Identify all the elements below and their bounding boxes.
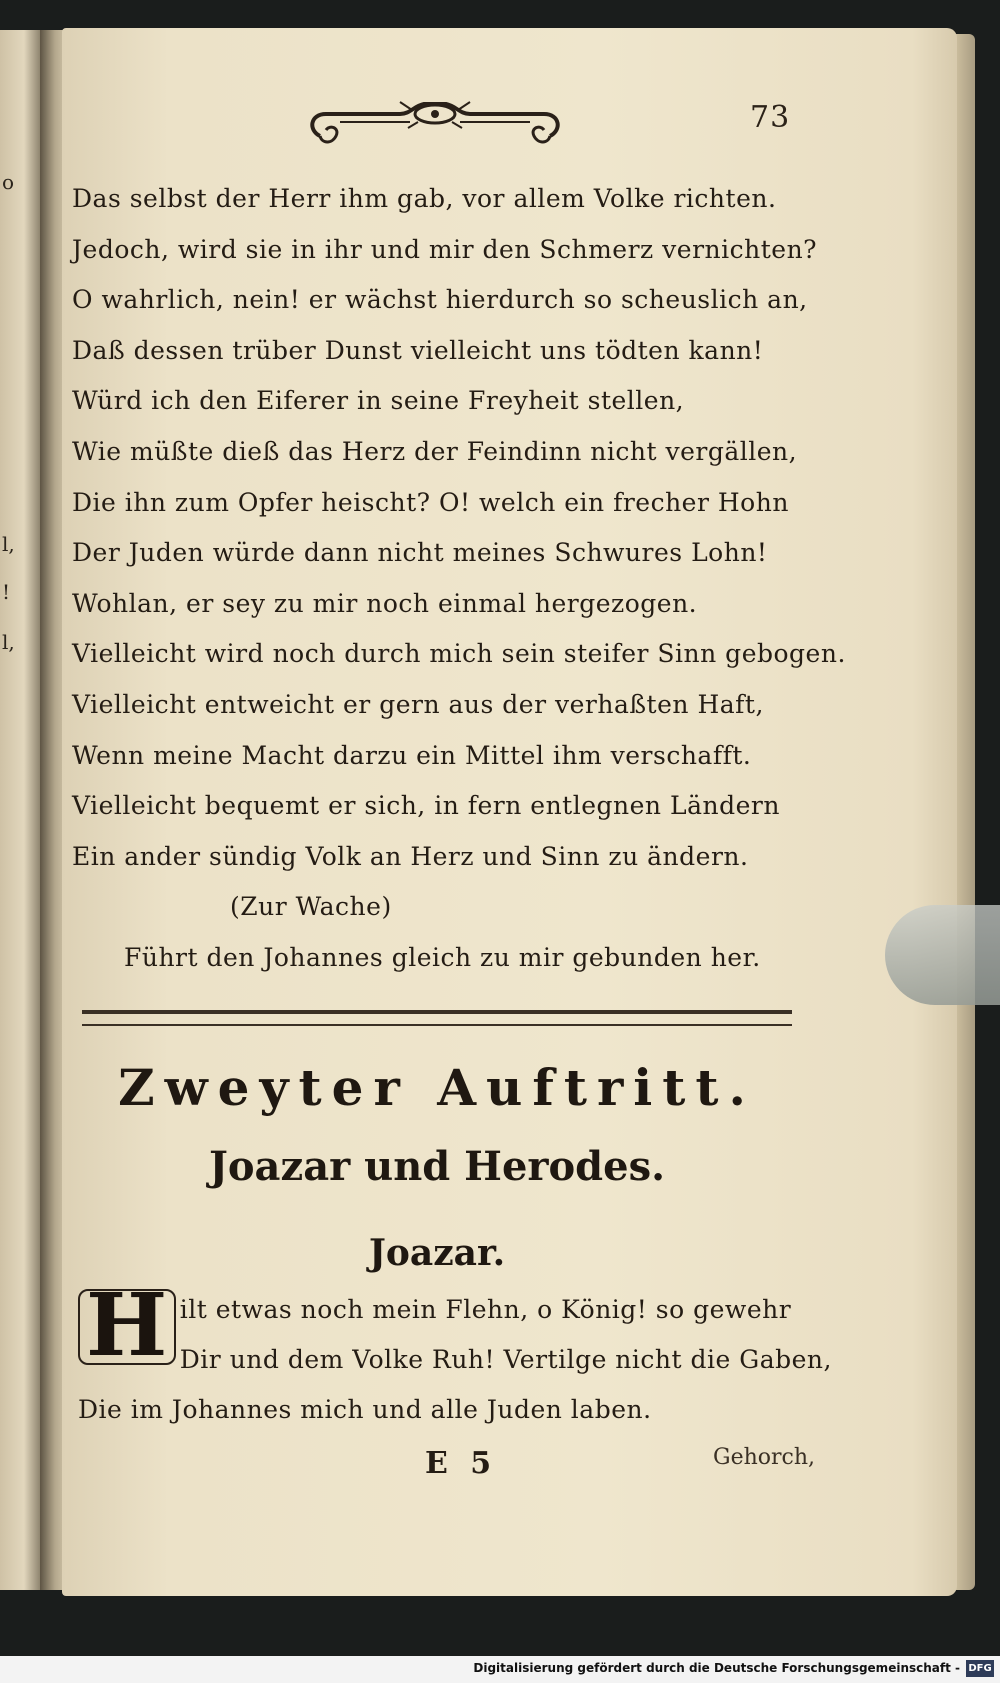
catchword: Gehorch, [713, 1445, 816, 1470]
speech-line: Dir und dem Volke Ruh! Vertilge nicht die Gaben, [179, 1345, 832, 1374]
verse-line: Der Juden würde dann nicht meines Schwures Lohn! [72, 538, 768, 568]
stage-direction: (Zur Wache) [230, 892, 392, 922]
verse-line: Ein ander sündig Volk an Herz und Sinn zu ändern. [72, 841, 749, 871]
footer-bar [0, 1656, 1000, 1683]
verse-line: Wie müßte dieß das Herz der Feindinn nicht vergällen, [72, 436, 798, 466]
facing-page-edge [0, 30, 40, 1590]
headpiece-ornament [300, 92, 570, 156]
drop-capital: H [78, 1289, 176, 1365]
scene-title: Zweyter Auftritt. [118, 1058, 756, 1117]
verse-line: Vielleicht wird noch durch mich sein steifer Sinn gebogen. [72, 639, 846, 669]
page-number: 73 [750, 100, 791, 135]
page-turn-tab[interactable] [885, 905, 1000, 1005]
funding-credit: Digitalisierung gefördert durch die Deutsche Forschungsgemeinschaft - [473, 1661, 960, 1675]
verse-line: O wahrlich, nein! er wächst hierdurch so scheuslich an, [72, 285, 808, 315]
verse-line: Jedoch, wird sie in ihr und mir den Schmerz vernichten? [72, 234, 818, 264]
verse-line: Wenn meine Macht darzu ein Mittel ihm verschafft. [72, 740, 752, 770]
dfg-logo: DFG [966, 1660, 994, 1677]
facing-page-fragment: ! [2, 580, 11, 604]
verse-block [72, 174, 846, 984]
verse-line: Das selbst der Herr ihm gab, vor allem Volke richten. [72, 184, 777, 213]
verse-line: Würd ich den Eiferer in seine Freyheit stellen, [72, 386, 685, 416]
speech-block [78, 1275, 832, 1435]
facing-page-fragment: l, [2, 630, 15, 654]
speech-line: Die im Johannes mich und alle Juden laben. [78, 1395, 652, 1424]
verse-line: Vielleicht bequemt er sich, in fern entlegnen Ländern [72, 791, 780, 821]
verse-line: Führt den Johannes gleich zu mir gebunden her. [124, 942, 761, 972]
verse-line: Daß dessen trüber Dunst vielleicht uns tödten kann! [72, 335, 764, 365]
page-fore-edge [955, 34, 975, 1590]
verse-line: Vielleicht entweicht er gern aus der verhaßten Haft, [72, 689, 764, 719]
facing-page-fragment: o [2, 170, 15, 194]
verse-line: Die ihn zum Opfer heischt? O! welch ein frecher Hohn [72, 487, 789, 517]
verse-line: Wohlan, er sey zu mir noch einmal hergezogen. [72, 588, 698, 618]
speaker-name: Joazar. [368, 1232, 506, 1274]
scene-divider-rule [82, 1010, 792, 1026]
scene-characters: Joazar und Herodes. [208, 1143, 666, 1190]
facing-page-fragment: l, [2, 532, 15, 556]
signature-mark: E 5 [425, 1446, 498, 1481]
speech-line: ilt etwas noch mein Flehn, o König! so gewehr [179, 1295, 792, 1324]
